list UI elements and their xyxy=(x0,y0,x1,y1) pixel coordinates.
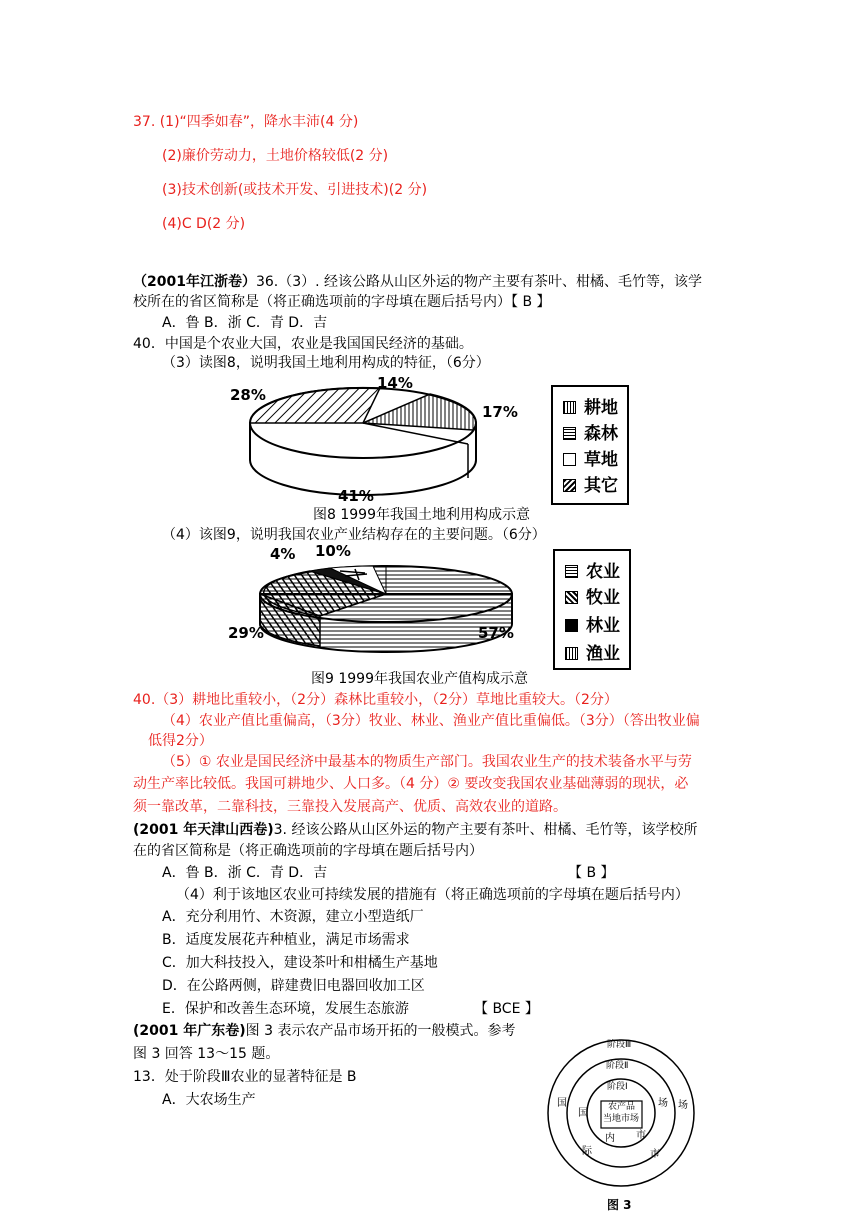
fig3-center-1: 农产品 xyxy=(608,1102,636,1112)
q37-line-4: (4)C D(2 分) xyxy=(162,216,246,232)
jiangzhe-tag: （2001年江浙卷） xyxy=(133,274,256,290)
jiangzhe-text-1: 36.（3）. 经该公路从山区外运的物产主要有茶叶、柑橘、毛竹等，该学 xyxy=(255,274,703,290)
tianjin-option-e: E．保护和改善生态环境，发展生态旅游 xyxy=(162,1001,409,1017)
fig8-label-14: 14% xyxy=(377,374,413,392)
fig9-label-57: 57% xyxy=(478,624,514,642)
fig9-legend-label: 牧业 xyxy=(586,588,620,608)
fig9-legend xyxy=(553,549,631,670)
fig8-pie xyxy=(240,378,490,503)
fig8-legend-label: 森林 xyxy=(584,424,618,444)
tianjin-answer: 【 B 】 xyxy=(568,865,615,881)
fig3-guo-mid: 国 xyxy=(578,1108,588,1119)
fig3-caption: 图 3 xyxy=(607,1198,632,1212)
tianjin-line-2: 在的省区简称是（将正确选项前的字母填在题后括号内） xyxy=(133,843,483,859)
fig9-legend-label: 农业 xyxy=(586,562,620,582)
fig8-legend-item xyxy=(563,393,618,418)
fig8-legend-label: 耕地 xyxy=(584,398,618,418)
fig3-stage1: 阶段Ⅰ xyxy=(607,1082,628,1092)
guangdong-line-2: 图 3 回答 13～15 题。 xyxy=(133,1046,280,1062)
guangdong-tag: (2001 年广东卷) xyxy=(133,1023,246,1039)
fig3-stage3: 阶段Ⅲ xyxy=(607,1040,632,1050)
fig8-legend-label: 其它 xyxy=(584,476,618,496)
guangdong-text-1: 图 3 表示农产品市场开拓的一般模式。参考 xyxy=(245,1023,516,1039)
tianjin-option-b: B．适度发展花卉种植业，满足市场需求 xyxy=(162,932,410,948)
fig9-legend-item xyxy=(565,639,620,664)
fig8-legend-item xyxy=(563,419,618,444)
fig9-legend-item xyxy=(565,583,620,608)
fig9-legend-label: 渔业 xyxy=(586,644,620,664)
jiangzhe-line-1 xyxy=(133,273,702,291)
fig9-caption: 图9 1999年我国农业产值构成示意 xyxy=(311,671,528,687)
fig3-stage2: 阶段Ⅱ xyxy=(606,1061,629,1071)
fig9-swatch-forestry xyxy=(565,619,578,632)
fig8-legend-item xyxy=(563,471,618,496)
fig8-swatch-grassland xyxy=(563,453,576,466)
fig9-pie xyxy=(255,562,517,662)
guangdong-option-a: A．大农场生产 xyxy=(162,1092,256,1108)
fig8-caption: 图8 1999年我国土地利用构成示意 xyxy=(313,507,530,523)
tianjin-option-d: D．在公路两侧，辟建费旧电器回收加工区 xyxy=(162,978,425,994)
guangdong-q13: 13．处于阶段Ⅲ农业的显著特征是 B xyxy=(133,1069,357,1085)
q40-line-1: 40．中国是个农业大国，农业是我国国民经济的基础。 xyxy=(133,336,473,352)
tianjin-option-c: C．加大科技投入，建设茶叶和柑橘生产基地 xyxy=(162,955,438,971)
q37-line-1: 37. (1)“四季如春”，降水丰沛(4 分) xyxy=(133,114,359,130)
tianjin-options: A．鲁 B．浙 C．青 D．吉 xyxy=(162,865,328,881)
fig9-label-29: 29% xyxy=(228,624,264,642)
fig9-legend-label: 林业 xyxy=(586,616,620,636)
fig8-swatch-farmland xyxy=(563,401,576,414)
fig8-label-28: 28% xyxy=(230,386,266,404)
q40-line-3: （4）该图9，说明我国农业产业结构存在的主要问题。（6分） xyxy=(162,527,546,543)
ans40-line-1: 40.（3）耕地比重较小，（2分）森林比重较小，（2分）草地比重较大。（2分） xyxy=(133,692,618,708)
fig8-legend xyxy=(551,385,629,505)
ans40-line-5: 动生产率比较低。我国可耕地少、人口多。（4 分）② 要改变我国农业基础薄弱的现状，必 xyxy=(133,776,689,792)
fig3-ji: 际 xyxy=(582,1146,592,1157)
fig8-label-41: 41% xyxy=(338,487,374,505)
tianjin-answer-e: 【 BCE 】 xyxy=(474,1001,539,1017)
fig8-label-17: 17% xyxy=(482,403,518,421)
guangdong-line-1 xyxy=(133,1022,515,1040)
ans40-line-4: （5）① 农业是国民经济中最基本的物质生产部门。我国农业生产的技术装备水平与劳 xyxy=(162,754,692,770)
tianjin-option-a: A．充分利用竹、木资源，建立小型造纸厂 xyxy=(162,909,424,925)
jiangzhe-line-2: 校所在的省区简称是（将正确选项前的字母填在题后括号内）【 B 】 xyxy=(133,294,551,310)
fig3-shi-outer: 市 xyxy=(650,1149,660,1160)
fig8-legend-label: 草地 xyxy=(584,450,618,470)
q37-line-3: (3)技术创新(或技术开发、引进技术)(2 分) xyxy=(162,182,428,198)
fig3-shi-mid: 市 xyxy=(636,1130,646,1141)
fig3-center-2: 当地市场 xyxy=(603,1114,640,1124)
fig9-label-10: 10% xyxy=(315,542,351,560)
fig9-swatch-agriculture xyxy=(565,565,578,578)
fig3-nei: 内 xyxy=(605,1133,615,1144)
ans40-line-2: （4）农业产值比重偏高，（3分）牧业、林业、渔业产值比重偏低。（3分）（答出牧业偏 xyxy=(162,713,700,729)
fig9-legend-item xyxy=(565,557,620,582)
fig8-swatch-other xyxy=(563,479,576,492)
tianjin-tag: (2001 年天津山西卷) xyxy=(133,822,274,838)
tianjin-line-1 xyxy=(133,821,697,839)
fig3-chang-mid: 场 xyxy=(658,1098,668,1109)
fig8-swatch-forest xyxy=(563,427,576,440)
fig3-guo-outer: 国 xyxy=(557,1098,567,1109)
fig9-swatch-livestock xyxy=(565,591,578,604)
fig9-swatch-fishery xyxy=(565,647,578,660)
tianjin-line-3: （4）利于该地区农业可持续发展的措施有（将正确选项前的字母填在题后括号内） xyxy=(176,887,689,903)
q40-line-2: （3）读图8，说明我国土地利用构成的特征，（6分） xyxy=(162,355,490,371)
fig9-label-4: 4% xyxy=(270,545,296,563)
jiangzhe-options: A．鲁 B．浙 C．青 D．吉 xyxy=(162,315,328,331)
fig9-legend-item xyxy=(565,611,620,636)
fig3-chang-outer: 场 xyxy=(678,1100,688,1111)
ans40-line-3: 低得2分） xyxy=(148,733,213,749)
ans40-line-6: 须一靠改革，二靠科技，三靠投入发展高产、优质、高效农业的道路。 xyxy=(133,799,567,815)
fig8-legend-item xyxy=(563,445,618,470)
tianjin-text-1: 3. 经该公路从山区外运的物产主要有茶叶、柑橘、毛竹等，该学校所 xyxy=(273,822,698,838)
q37-line-2: (2)廉价劳动力，土地价格较低(2 分) xyxy=(162,148,389,164)
